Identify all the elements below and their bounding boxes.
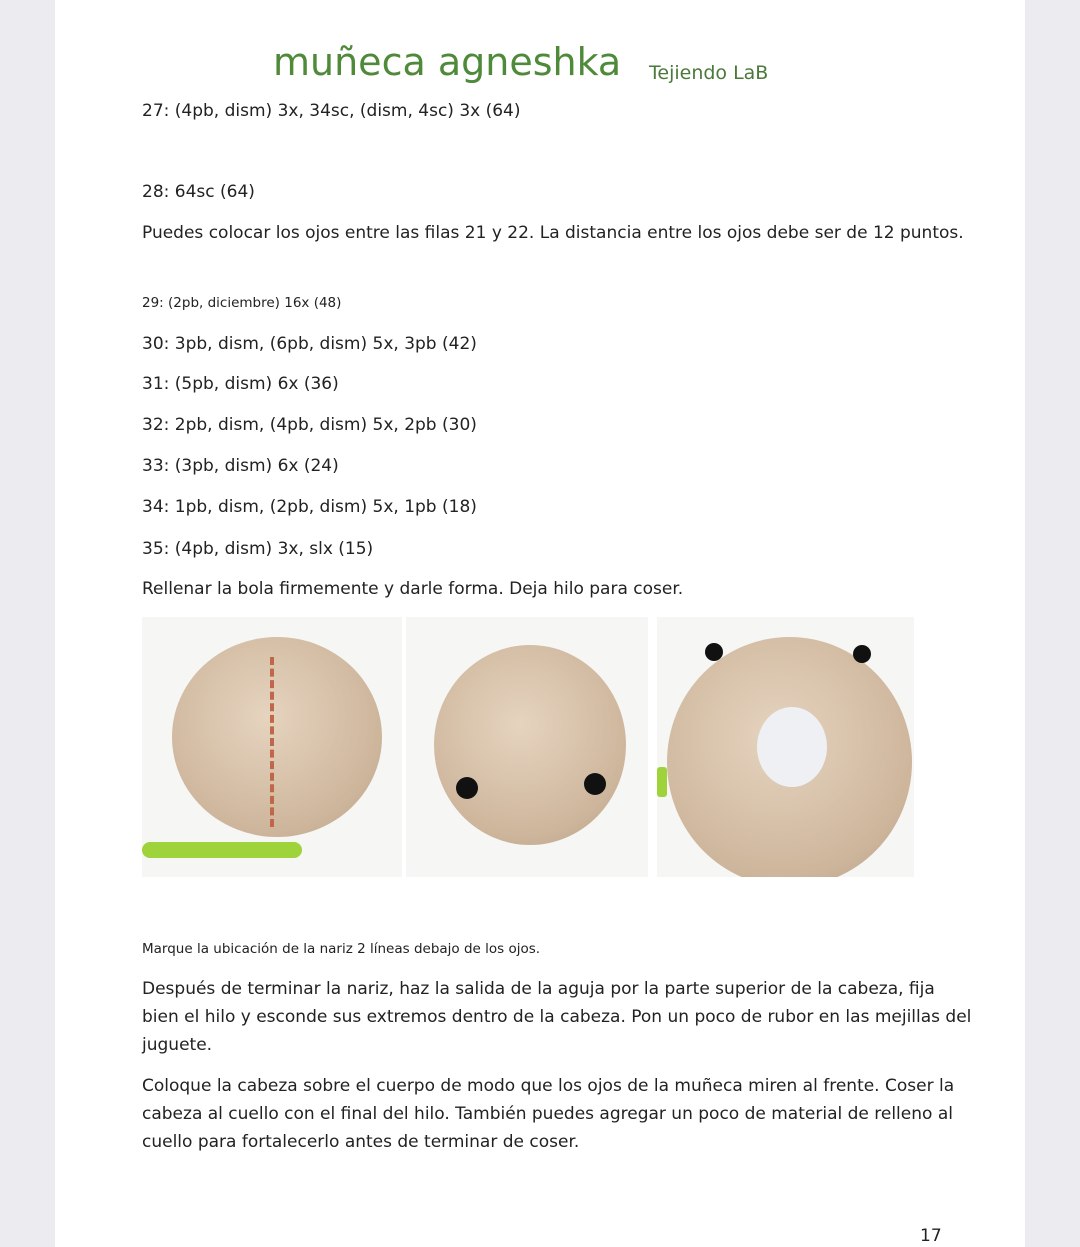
pattern-row: 28: 64sc (64) (142, 182, 255, 202)
pattern-row: 31: (5pb, dism) 6x (36) (142, 374, 339, 394)
paragraph: Después de terminar la nariz, haz la salida de la aguja por la parte superior de la cabeza, fija bien el hilo y esconde sus extremos dentro de la cabeza. Pon un poco de rubor en las mejillas del juguete. (142, 979, 972, 1055)
photo-head-side (142, 617, 402, 877)
photo-caption: Marque la ubicación de la nariz 2 líneas debajo de los ojos. (142, 941, 541, 957)
photo-head-bottom (657, 617, 914, 877)
photo-head-front (406, 617, 648, 877)
pattern-row: 35: (4pb, dism) 3x, slx (15) (142, 539, 374, 559)
brand-name: Tejiendo LaB (649, 62, 769, 84)
pattern-row: 29: (2pb, diciembre) 16x (48) (142, 295, 342, 311)
document-page (55, 0, 1025, 1247)
instruction-text: Puedes colocar los ojos entre las filas 21 y 22. La distancia entre los ojos debe ser de 12 puntos. (142, 223, 964, 243)
pattern-row: 27: (4pb, dism) 3x, 34sc, (dism, 4sc) 3x (64) (142, 101, 521, 121)
page-number: 17 (920, 1226, 942, 1246)
pattern-row: 32: 2pb, dism, (4pb, dism) 5x, 2pb (30) (142, 415, 477, 435)
pattern-row: 30: 3pb, dism, (6pb, dism) 5x, 3pb (42) (142, 334, 477, 354)
instruction-text: Rellenar la bola firmemente y darle forma. Deja hilo para coser. (142, 579, 684, 599)
document-title: muñeca agneshka (273, 40, 622, 84)
pattern-row: 33: (3pb, dism) 6x (24) (142, 456, 339, 476)
pattern-row: 34: 1pb, dism, (2pb, dism) 5x, 1pb (18) (142, 497, 477, 517)
paragraph: Coloque la cabeza sobre el cuerpo de modo que los ojos de la muñeca miren al frente. Coser la cabeza al cuello con el final del hilo. También puedes agregar un poco de material de relleno al cuello para fortalecerlo antes de terminar de coser. (142, 1076, 955, 1152)
